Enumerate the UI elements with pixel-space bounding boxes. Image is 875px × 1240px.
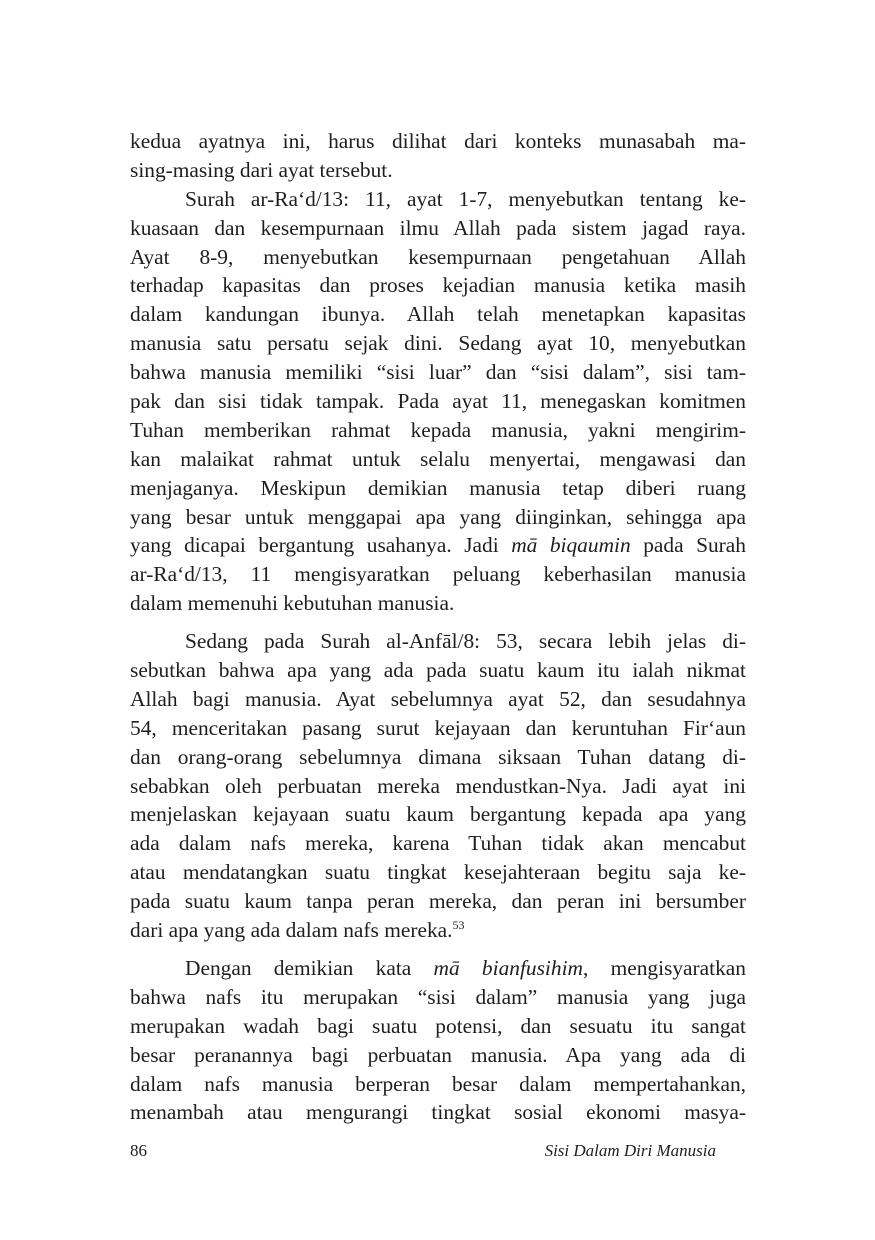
text-line: kan malaikat rahmat untuk selalu menyertai, mengawasi dan [130,446,746,471]
transliteration-term: mā bianfusihim [433,955,583,980]
text-line: dan orang-orang sebelumnya dimana siksaan Tuhan datang di- [130,744,746,769]
text-line: yang besar untuk menggapai apa yang diinginkan, sehingga apa [130,504,746,529]
text-line: menjelaskan kejayaan suatu kaum bergantung kepada apa yang [130,802,746,827]
text-line: Allah bagi manusia. Ayat sebelumnya ayat 52, dan sesudahnya [130,686,746,711]
paragraph-1 [130,127,746,185]
running-title: Sisi Dalam Diri Manusia [544,1141,716,1160]
text-line: bahwa nafs itu merupakan “sisi dalam” manusia yang juga [130,984,746,1009]
text-run: pada Surah [630,533,746,558]
text-line: bahwa manusia memiliki “sisi luar” dan “sisi dalam”, sisi tam- [130,360,746,385]
text-line: merupakan wadah bagi suatu potensi, dan sesuatu itu sangat [130,1013,746,1038]
text-line: menjaganya. Meskipun demikian manusia tetap diberi ruang [130,475,746,500]
text-line [130,916,746,945]
text-line: Ayat 8-9, menyebutkan kesempurnaan pengetahuan Allah [130,244,746,269]
text-line: kedua ayatnya ini, harus dilihat dari konteks munasabah ma- [130,129,746,153]
text-line: dalam nafs manusia berperan besar dalam mempertahankan, [130,1071,746,1096]
text-line: ada dalam nafs mereka, karena Tuhan tidak akan mencabut [130,831,746,856]
text-line: dalam memenuhi kebutuhan manusia. [130,591,455,616]
text-line: dalam kandungan ibunya. Allah telah menetapkan kapasitas [130,302,746,327]
text-line: ar-Ra‘d/13, 11 mengisyaratkan peluang keberhasilan manusia [130,562,746,587]
text-line: pada suatu kaum tanpa peran mereka, dan peran ini bersumber [130,889,746,914]
text-line: pak dan sisi tidak tampak. Pada ayat 11, menegaskan komitmen [130,389,746,414]
body-text [130,127,746,1127]
text-line [130,954,746,983]
text-run: Dengan demikian kata [185,955,434,980]
transliteration-term: mā biqaumin [511,533,631,558]
text-line: 54, menceritakan pasang surut kejayaan dan keruntuhan Fir‘aun [130,715,746,740]
text-line [130,531,746,560]
paragraph-4 [130,954,746,1127]
text-line: atau mendatangkan suatu tingkat kesejahteraan begitu saja ke- [130,860,746,885]
text-line: Sedang pada Surah al-Anfāl/8: 53, secara lebih jelas di- [185,629,746,654]
footnote-reference[interactable]: 53 [452,918,465,933]
paragraph-3 [130,627,746,945]
text-line: terhadap kapasitas dan proses kejadian manusia ketika masih [130,273,746,298]
text-line: Surah ar-Ra‘d/13: 11, ayat 1-7, menyebutkan tentang ke- [185,186,746,211]
page-number: 86 [130,1141,147,1160]
text-line: sing-masing dari ayat tersebut. [130,157,393,182]
text-line: sebutkan bahwa apa yang ada pada suatu kaum itu ialah nikmat [130,658,746,683]
text-line: sebabkan oleh perbuatan mereka mendustkan-Nya. Jadi ayat ini [130,773,746,798]
text-line: Tuhan memberikan rahmat kepada manusia, yakni mengirim- [130,417,746,442]
page-footer [130,1140,716,1162]
text-line: manusia satu persatu sejak dini. Sedang ayat 10, menyebutkan [130,331,746,356]
text-run: yang dicapai bergantung usahanya. Jadi [130,533,512,558]
text-line: kuasaan dan kesempurnaan ilmu Allah pada sistem jagad raya. [130,215,746,240]
paragraph-2 [130,185,746,618]
text-line: besar peranannya bagi perbuatan manusia. Apa yang ada di [130,1042,746,1067]
text-run: dari apa yang ada dalam nafs mereka. [130,918,453,943]
text-line: menambah atau mengurangi tingkat sosial ekonomi masya- [130,1100,746,1125]
text-run: , mengisyaratkan [582,955,747,980]
